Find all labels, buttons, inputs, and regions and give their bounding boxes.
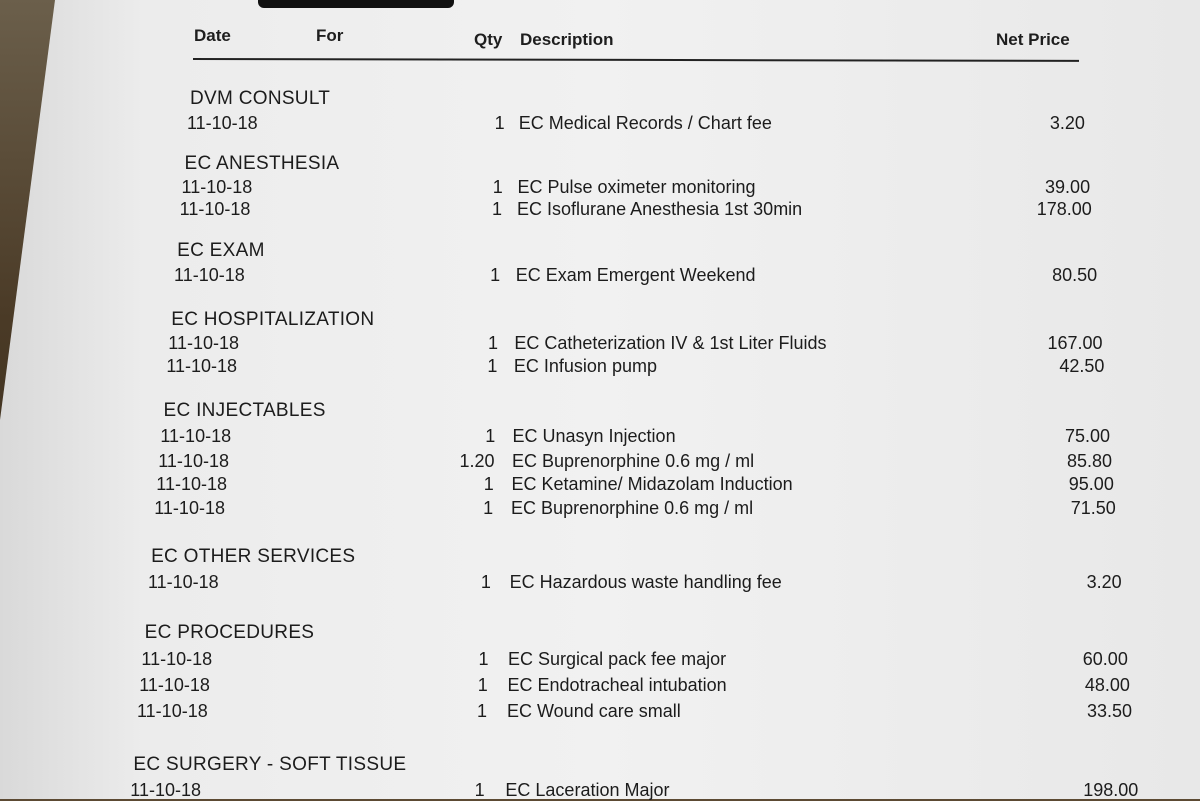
item-description: EC Infusion pump [513,356,657,376]
item-description: EC Isoflurane Anesthesia 1st 30min [517,199,803,219]
item-description: EC Endotracheal intubation [507,675,727,695]
header-net-price: Net Price [996,30,1070,49]
item-price: 48.00 [1084,675,1130,695]
group-title: EC SURGERY - SOFT TISSUE [133,754,407,775]
item-description: EC Surgical pack fee major [508,649,727,669]
item-description: EC Buprenorphine 0.6 mg / ml [511,498,754,518]
item-description: EC Hazardous waste handling fee [509,572,782,592]
item-date: 11-10-18 [139,675,210,695]
item-qty: 1 [483,498,494,518]
group-title: EC HOSPITALIZATION [171,309,375,330]
group-title: EC OTHER SERVICES [151,546,356,567]
group-title: EC PROCEDURES [144,622,315,643]
header-qty: Qty [474,30,503,49]
item-qty: 1 [492,177,503,197]
item-price: 3.20 [1049,113,1085,133]
item-qty: 1 [474,780,485,800]
item-price: 33.50 [1086,701,1132,721]
item-description: EC Exam Emergent Weekend [515,265,756,285]
item-date: 11-10-18 [137,701,208,721]
item-price: 71.50 [1070,498,1116,518]
item-price: 167.00 [1047,333,1103,353]
group-title: EC INJECTABLES [163,400,326,421]
item-qty: 1 [478,649,489,669]
header-date: Date [194,26,231,45]
item-description: EC Laceration Major [505,780,670,800]
item-qty: 1 [476,701,487,721]
item-description: EC Pulse oximeter monitoring [517,177,756,197]
item-description: EC Unasyn Injection [512,426,676,446]
item-date: 11-10-18 [154,498,225,518]
header-for: For [316,26,344,45]
item-date: 11-10-18 [158,451,229,471]
item-description: EC Catheterization IV & 1st Liter Fluids [514,333,827,353]
item-price: 42.50 [1059,356,1105,376]
item-date: 11-10-18 [174,265,245,285]
item-price: 80.50 [1052,265,1098,285]
item-qty: 1 [477,675,488,695]
item-price: 178.00 [1036,199,1092,219]
item-qty: 1 [487,356,498,376]
item-qty: 1 [490,265,501,285]
item-description: EC Medical Records / Chart fee [518,113,772,133]
item-qty: 1.20 [459,451,495,471]
item-price: 95.00 [1068,474,1114,494]
group-title: EC ANESTHESIA [184,153,340,174]
item-qty: 1 [485,426,496,446]
redaction-bar [258,0,454,8]
item-price: 39.00 [1045,177,1091,197]
item-date: 11-10-18 [156,474,227,494]
item-description: EC Buprenorphine 0.6 mg / ml [512,451,755,471]
item-date: 11-10-18 [186,113,258,133]
item-description: EC Wound care small [507,701,681,721]
item-qty: 1 [483,474,494,494]
item-qty: 1 [480,572,491,592]
item-qty: 1 [492,199,503,219]
item-price: 60.00 [1082,649,1128,669]
group-title: EC EXAM [177,240,265,261]
item-date: 11-10-18 [130,780,201,800]
column-header [0,26,1200,56]
item-date: 11-10-18 [160,426,232,446]
item-price: 3.20 [1086,572,1122,592]
item-description: EC Ketamine/ Midazolam Induction [511,474,793,494]
header-description: Description [520,30,614,49]
item-date: 11-10-18 [168,333,239,353]
item-date: 11-10-18 [141,649,213,669]
item-qty: 1 [488,333,499,353]
item-date: 11-10-18 [147,572,219,592]
item-date: 11-10-18 [181,177,253,197]
item-price: 75.00 [1064,426,1110,446]
group-title: DVM CONSULT [190,88,331,109]
item-date: 11-10-18 [179,199,251,219]
item-date: 11-10-18 [166,356,238,376]
item-price: 85.80 [1066,451,1112,471]
item-price: 198.00 [1083,780,1139,800]
item-qty: 1 [494,113,505,133]
